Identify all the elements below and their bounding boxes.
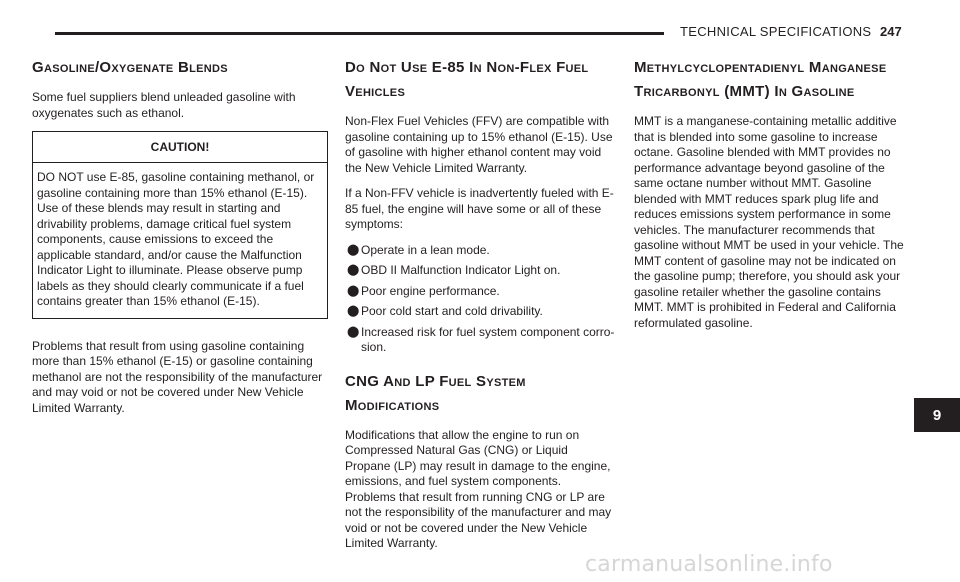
list-item (345, 263, 615, 279)
section-heading-mmt: Methylcyclopentadienyl Manganese Tricarbonyl (MMT) In Gasoline (634, 59, 887, 100)
caution-title: CAUTION! (33, 132, 327, 163)
list-item (345, 304, 615, 320)
paragraph-ffv: Non-Flex Fuel Vehicles (FFV) are compatible with gasoline containing up to 15% ethanol (E-15). Use of gasoline with higher ethanol content may void the New Vehicle Limited Warranty. (345, 114, 613, 175)
list-item (345, 325, 615, 356)
caution-box (32, 131, 328, 319)
section-heading-cng-lp: CNG And LP Fuel System Modifications (345, 372, 526, 414)
column-left (32, 56, 328, 426)
list-item (345, 243, 615, 259)
column-right (634, 56, 906, 341)
list-item-text: Increased risk for fuel system component corro-sion. (361, 324, 615, 354)
caution-text: DO NOT use E-85, gasoline containing methanol, or gasoline containing more than 15% ethanol (E-15). Use of these blends may result in starting and drivability problems, damage critical fuel system components, cause emissions to exceed the applicable standard, and/or cause the Malfunction Indicator Light to illuminate. Please observe pump labels as they should clearly communicate if a fuel contains greater than 15% ethanol (E-15). (37, 170, 315, 308)
bullet-icon: ⬤ (347, 243, 360, 256)
paragraph-cng-lp: Modifications that allow the engine to run on Compressed Natural Gas (CNG) or Liquid Propane (LP) may result in damage to the engine, emissions, and fuel system components. Problems that result from running CNG or LP are not the responsibility of the manufacturer and may void or not be covered under the New Vehicle Limited Warranty. (345, 427, 612, 550)
section-heading-gasoline-oxygenate: Gasoline/Oxygenate Blends (32, 59, 228, 76)
paragraph-outro: Problems that result from using gasoline containing more than 15% ethanol (E-15) or gasoline containing methanol are not the responsibility of the manufacturer and may void or not be covered under New Vehicle Limited Warranty. (32, 338, 323, 415)
bullet-icon: ⬤ (347, 284, 360, 297)
list-item-text: Poor engine performance. (361, 283, 500, 298)
section-heading-e85: Do Not Use E-85 In Non-Flex Fuel Vehicles (345, 59, 589, 100)
bullet-icon: ⬤ (347, 325, 360, 338)
paragraph-mmt: MMT is a manganese-containing metallic additive that is blended into some gasoline to increase octane. Gasoline blended with MMT provides no performance advantage beyond gasoline of the same octane number without MMT. Gasoline blended with MMT reduces spark plug life and reduces emissions system performance in some vehicles. The manufacturer recommends that gasoline without MMT be used in your vehicle. The MMT content of gasoline may not be indicated on the gasoline pump; therefore, you should ask your gasoline retailer whether the gasoline contains MMT. MMT is prohibited in Federal and California reformulated gasoline. (634, 114, 904, 330)
watermark-text: carmanualsonline.info (585, 552, 833, 577)
list-item (345, 284, 615, 300)
list-item-text: Poor cold start and cold drivability. (361, 304, 543, 318)
column-middle (345, 56, 615, 562)
paragraph-symptoms-intro: If a Non-FFV vehicle is inadvertently fueled with E-85 fuel, the engine will have some or all of these symptoms: (345, 186, 614, 231)
paragraph-intro: Some fuel suppliers blend unleaded gasoline with oxygenates such as ethanol. (32, 90, 296, 120)
running-header-title: TECHNICAL SPECIFICATIONS (680, 24, 872, 39)
page-number: 247 (880, 24, 902, 39)
symptom-list (345, 243, 615, 356)
list-item-text: OBD II Malfunction Indicator Light on. (361, 263, 561, 277)
chapter-tab: 9 (914, 398, 960, 432)
bullet-icon: ⬤ (347, 305, 360, 317)
list-item-text: Operate in a lean mode. (361, 242, 490, 257)
bullet-icon: ⬤ (347, 264, 360, 276)
header-rule (55, 32, 664, 35)
